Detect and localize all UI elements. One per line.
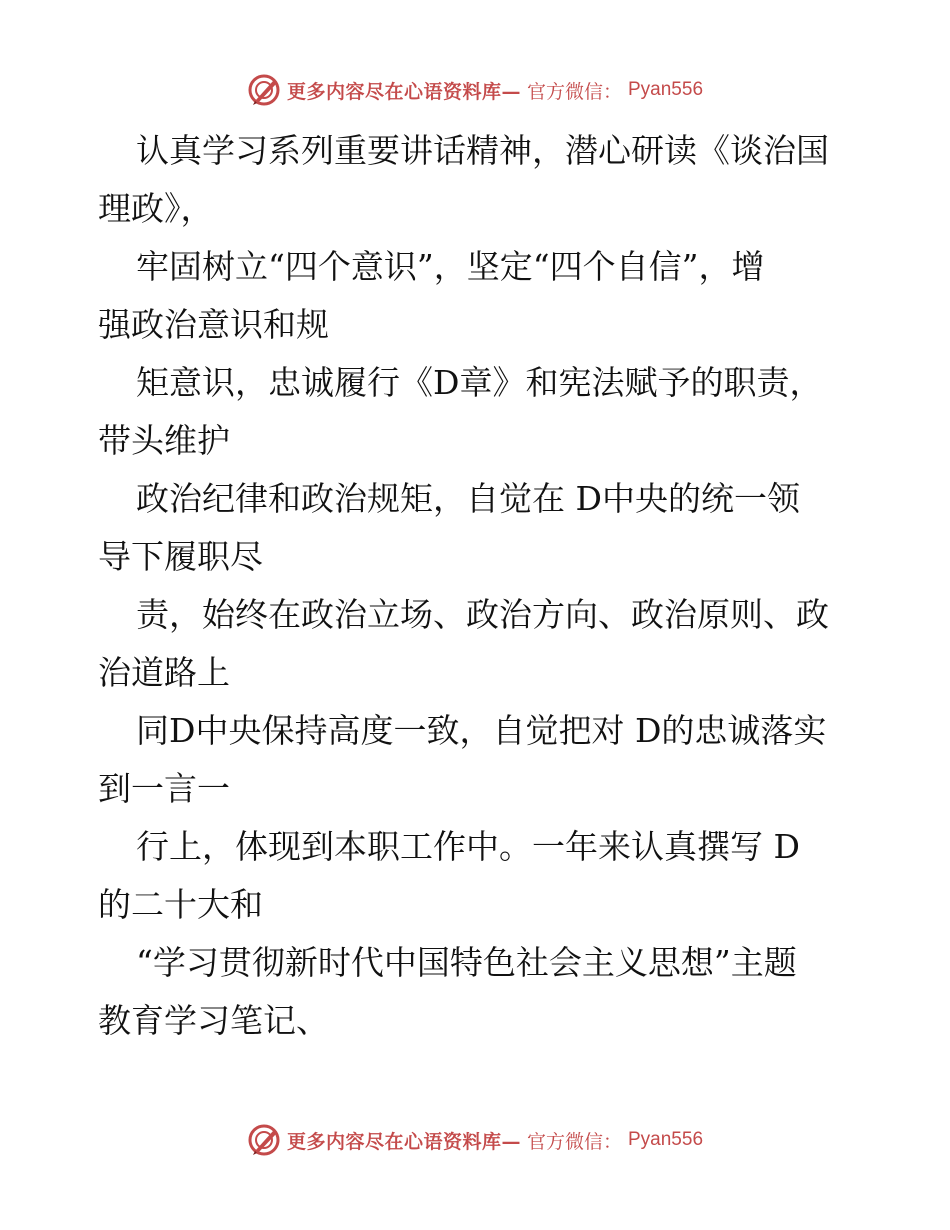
header-wechat-label: 官方微信：: [526, 80, 622, 103]
text-line: 强政治意识和规: [98, 305, 329, 344]
footer-wechat-id: Pyan556: [628, 1129, 704, 1150]
text-line: 治道路上: [98, 653, 230, 692]
text-line: 理政》，: [98, 189, 214, 228]
footer-banner: [0, 1120, 950, 1160]
footer-banner-text: 更多内容尽在心语资料库—: [286, 1130, 521, 1153]
header-banner: [0, 70, 950, 110]
footer-wechat-label: 官方微信：: [526, 1130, 622, 1153]
text-line: 带头维护: [98, 421, 230, 460]
text-line: 矩意识，忠诚履行《D章》和宪法赋予的职责，: [136, 363, 823, 402]
header-wechat-id: Pyan556: [628, 79, 704, 100]
text-line: 牢固树立“四个意识”，坚定“四个自信”，增: [136, 247, 765, 286]
text-line: 的二十大和: [98, 885, 263, 924]
pen-logo-icon: [247, 1123, 281, 1157]
text-line: 认真学习系列重要讲话精神，潜心研读《谈治国: [136, 131, 829, 170]
body-text: [98, 122, 868, 1050]
header-banner-text: 更多内容尽在心语资料库—: [286, 80, 521, 103]
text-line: 政治纪律和政治规矩，自觉在 D中央的统一领: [136, 479, 800, 518]
text-line: 行上，体现到本职工作中。一年来认真撰写 D: [136, 827, 800, 866]
text-line: 教育学习笔记、: [98, 1001, 329, 1040]
text-line: 同D中央保持高度一致，自觉把对 D的忠诚落实: [136, 711, 827, 750]
text-line: 责，始终在政治立场、政治方向、政治原则、政: [136, 595, 829, 634]
pen-logo-icon: [247, 73, 281, 107]
text-line: “学习贯彻新时代中国特色社会主义思想”主题: [136, 943, 797, 982]
text-line: 导下履职尽: [98, 537, 263, 576]
text-line: 到一言一: [98, 769, 230, 808]
